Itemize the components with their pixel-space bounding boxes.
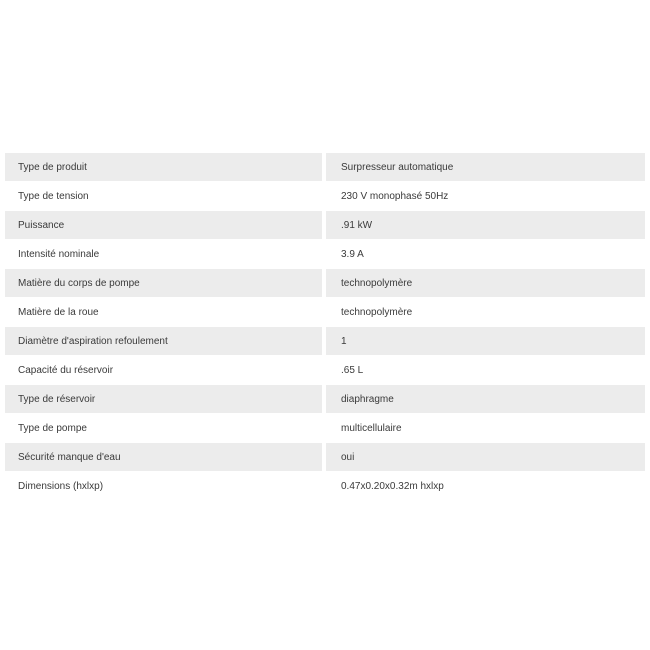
spec-table	[5, 153, 645, 501]
spec-value: diaphragme	[326, 385, 645, 413]
spec-value: .91 kW	[326, 211, 645, 239]
spec-value: 0.47x0.20x0.32m hxlxp	[341, 480, 444, 492]
spec-value: 230 V monophasé 50Hz	[341, 190, 449, 202]
spec-label: Type de tension	[18, 190, 89, 202]
spec-row	[5, 153, 645, 181]
spec-row	[5, 472, 645, 500]
spec-value: technopolymère	[326, 269, 645, 297]
spec-value: 1	[326, 327, 645, 355]
spec-value: technopolymère	[341, 306, 413, 318]
spec-label: Type de produit	[5, 153, 322, 181]
spec-row	[5, 240, 645, 268]
spec-row	[5, 298, 645, 326]
spec-value: .65 L	[341, 364, 364, 376]
spec-value: multicellulaire	[341, 422, 402, 434]
spec-label: Matière du corps de pompe	[5, 269, 322, 297]
spec-label: Puissance	[5, 211, 322, 239]
spec-row	[5, 211, 645, 239]
spec-row	[5, 385, 645, 413]
spec-label: Diamètre d'aspiration refoulement	[5, 327, 322, 355]
spec-label: Sécurité manque d'eau	[5, 443, 322, 471]
spec-row	[5, 356, 645, 384]
spec-row	[5, 182, 645, 210]
spec-row	[5, 327, 645, 355]
spec-label: Type de pompe	[18, 422, 87, 434]
spec-label: Dimensions (hxlxp)	[18, 480, 104, 492]
spec-value: 3.9 A	[341, 248, 364, 260]
spec-row	[5, 414, 645, 442]
spec-label: Type de réservoir	[5, 385, 322, 413]
spec-row	[5, 269, 645, 297]
spec-row	[5, 443, 645, 471]
spec-value: Surpresseur automatique	[326, 153, 645, 181]
spec-label: Matière de la roue	[18, 306, 99, 318]
spec-value: oui	[326, 443, 645, 471]
spec-label: Capacité du réservoir	[18, 364, 114, 376]
spec-label: Intensité nominale	[18, 248, 100, 260]
